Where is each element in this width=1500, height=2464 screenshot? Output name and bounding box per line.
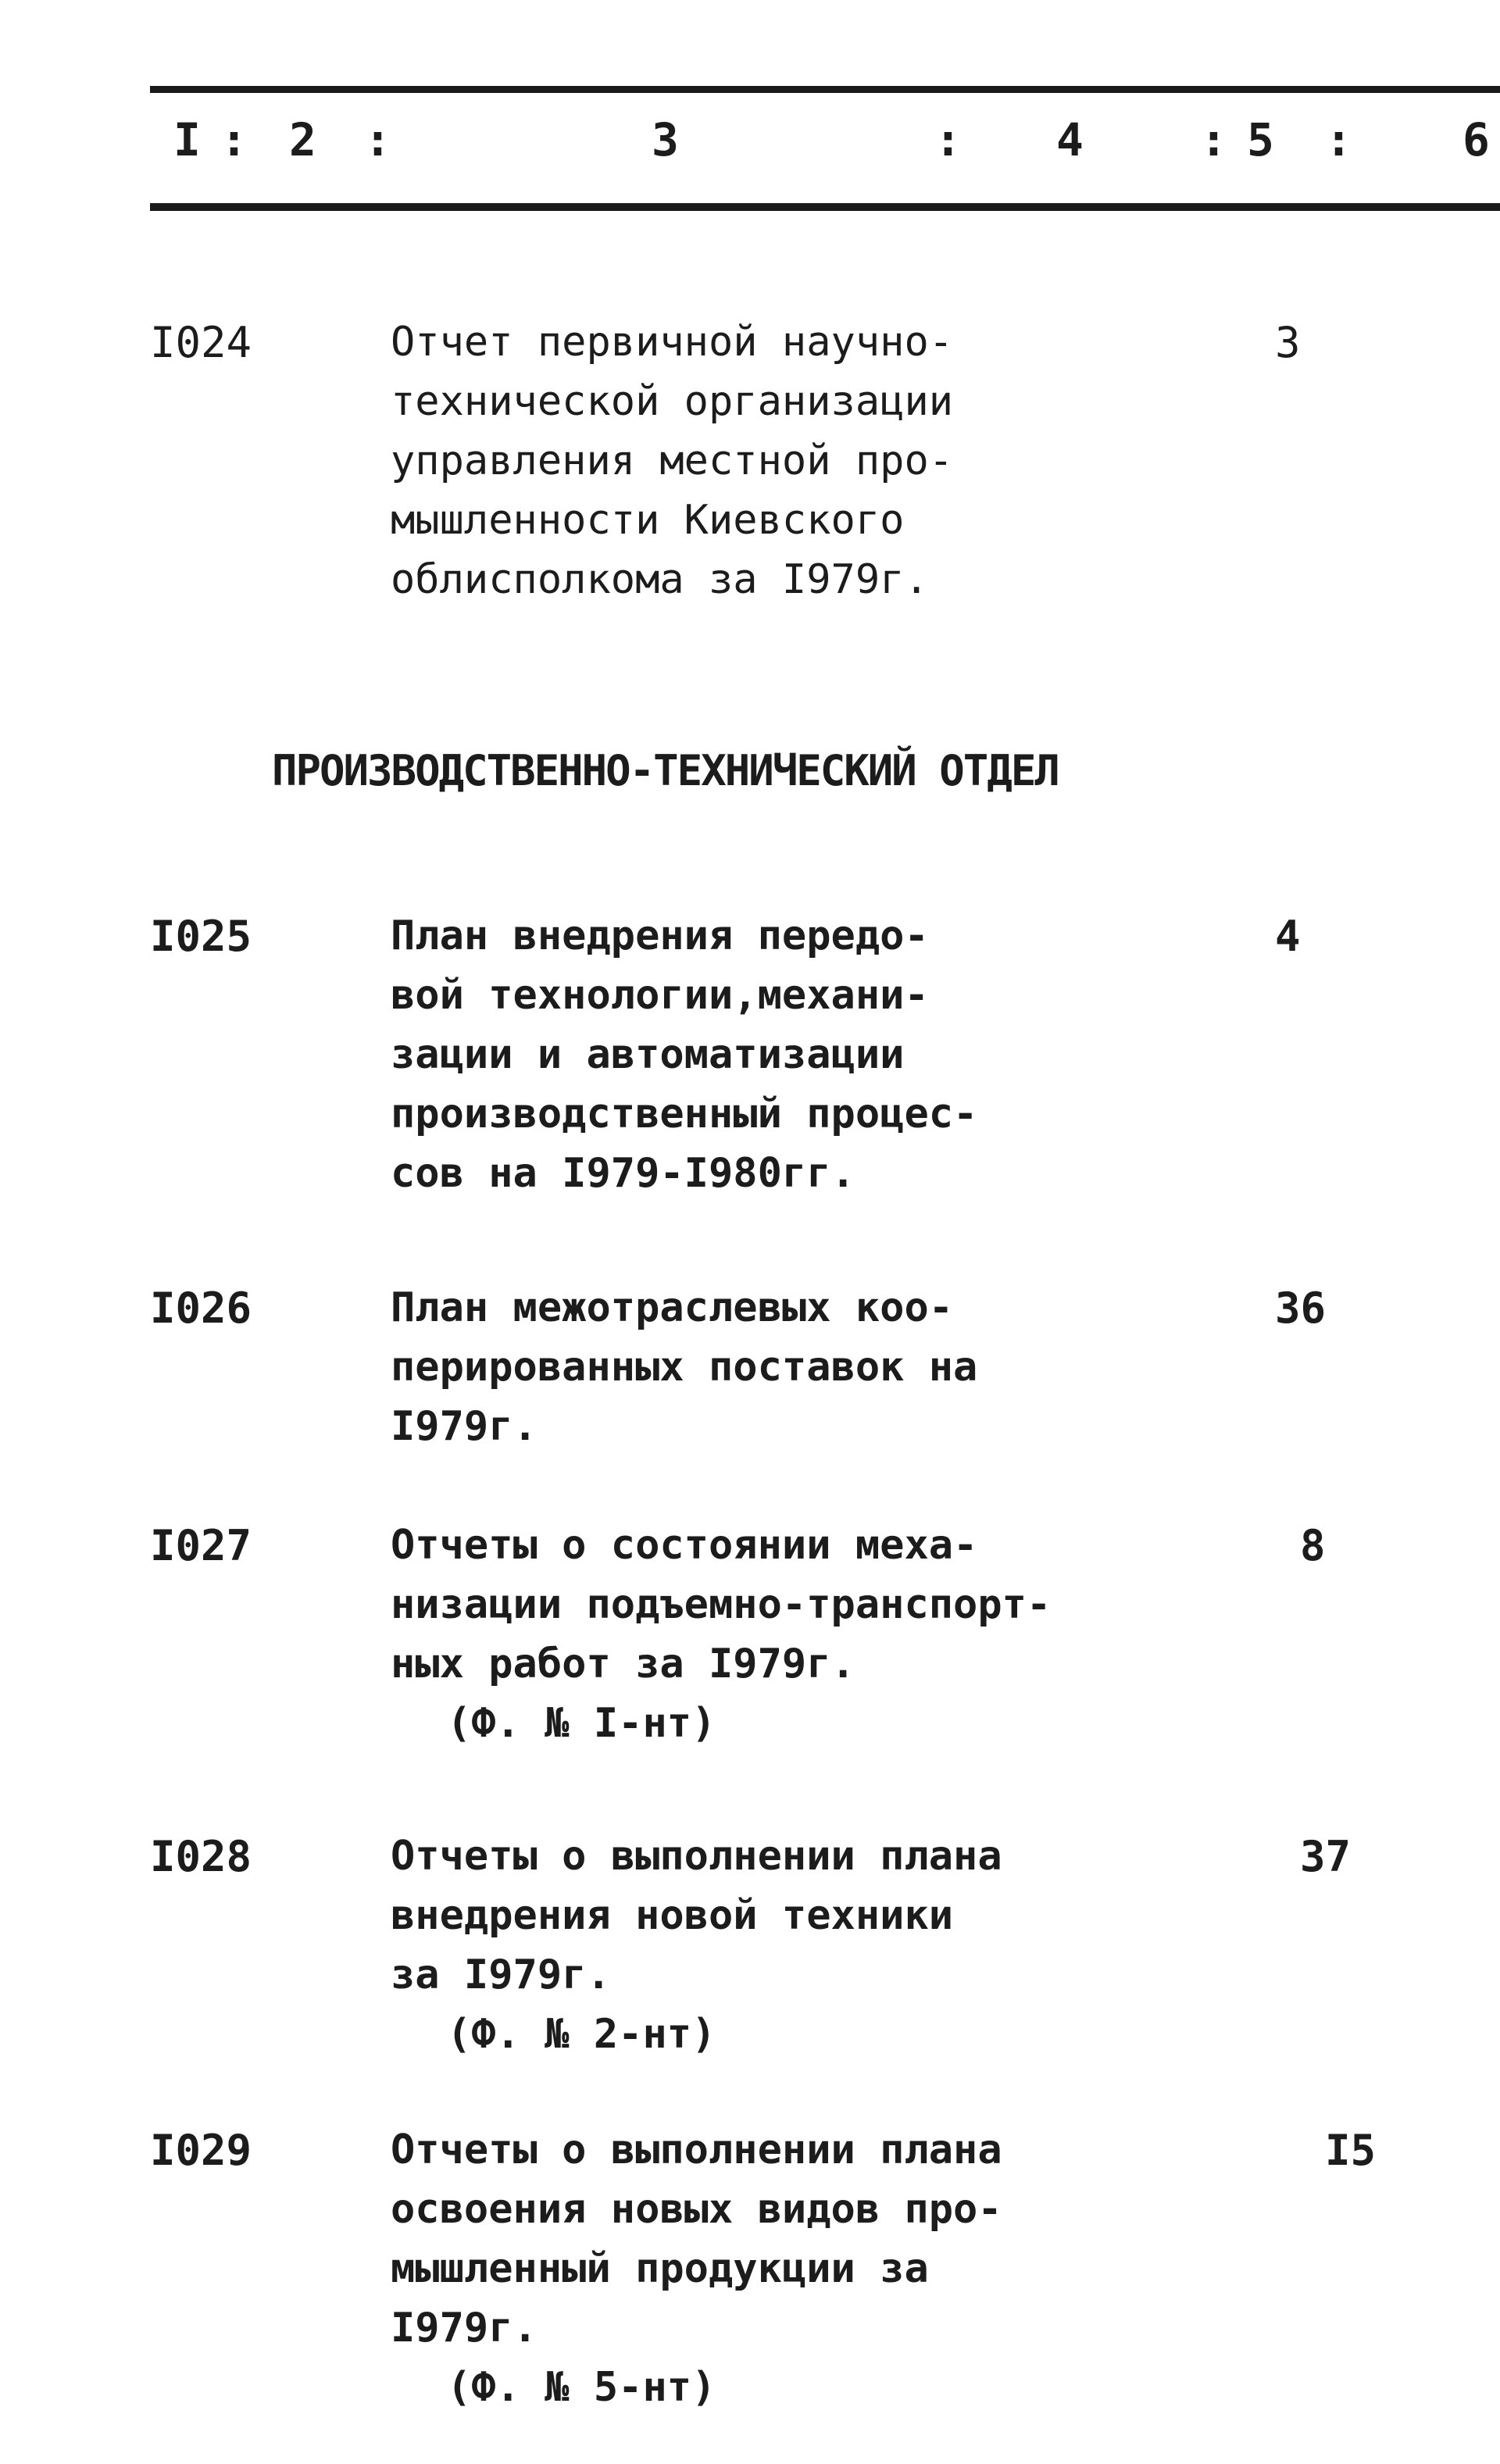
- column-header-2: 2: [289, 113, 316, 166]
- form-reference: (Ф. № 5-нт): [447, 2364, 716, 2411]
- description-line: зации и автоматизации: [391, 1031, 905, 1078]
- description-line: облисполкома за I979г.: [391, 556, 929, 603]
- description-line: вой технологии,механи-: [391, 972, 929, 1019]
- sheet-count: 4: [1275, 912, 1301, 961]
- sheet-count: 8: [1300, 1521, 1326, 1570]
- column-header-5: 5: [1247, 113, 1274, 166]
- item-description: [391, 2120, 1078, 2417]
- item-number: I028: [150, 1832, 252, 1881]
- description-line: освоения новых видов про-: [391, 2186, 1002, 2233]
- description-line: перированных поставок на: [391, 1344, 978, 1391]
- sheet-count: I5: [1325, 2126, 1377, 2175]
- column-separator: :: [220, 113, 248, 166]
- section-heading: ПРОИЗВОДСТВЕННО-ТЕХНИЧЕСКИЙ ОТДЕЛ: [272, 746, 1059, 795]
- sheet-count: 36: [1275, 1284, 1327, 1333]
- item-number: I029: [150, 2126, 252, 2175]
- column-separator: :: [364, 113, 391, 166]
- description-line: Отчеты о состоянии меха-: [391, 1522, 978, 1569]
- column-separator: :: [1325, 113, 1352, 166]
- item-description: [391, 906, 1078, 1203]
- description-line: мышленности Киевского: [391, 497, 905, 544]
- description-line: ных работ за I979г.: [391, 1641, 855, 1687]
- description-line: технической организации: [391, 378, 954, 425]
- column-separator: :: [1200, 113, 1227, 166]
- item-description: [391, 1516, 1078, 1753]
- item-number: I024: [150, 318, 252, 367]
- sheet-count: 3: [1275, 318, 1301, 367]
- column-header-6: 6: [1462, 113, 1490, 166]
- description-line: План внедрения передо-: [391, 912, 929, 959]
- column-header-3: 3: [652, 113, 679, 166]
- item-number: I027: [150, 1521, 252, 1570]
- item-number: I026: [150, 1284, 252, 1333]
- item-description: [391, 1827, 1078, 2064]
- form-reference: (Ф. № I-нт): [447, 1700, 716, 1747]
- description-line: мышленный продукции за: [391, 2245, 929, 2292]
- item-description: [391, 1278, 1078, 1456]
- description-line: внедрения новой техники: [391, 1892, 954, 1939]
- item-description: [391, 312, 1078, 609]
- column-header-4: 4: [1056, 113, 1084, 166]
- header-top-rule: [150, 86, 1500, 93]
- description-line: сов на I979-I980гг.: [391, 1150, 855, 1197]
- description-line: низации подъемно-транспорт-: [391, 1581, 1052, 1628]
- description-line: производственный процес-: [391, 1091, 978, 1137]
- column-separator: :: [934, 113, 962, 166]
- description-line: I979г.: [391, 1403, 538, 1450]
- description-line: I979г.: [391, 2305, 538, 2352]
- form-reference: (Ф. № 2-нт): [447, 2011, 716, 2058]
- description-line: Отчет первичной научно-: [391, 319, 954, 366]
- header-bottom-rule: [150, 203, 1500, 211]
- description-line: Отчеты о выполнении плана: [391, 2127, 1002, 2173]
- column-header-1: I: [173, 113, 201, 166]
- description-line: План межотраслевых коо-: [391, 1284, 954, 1331]
- sheet-count: 37: [1300, 1832, 1352, 1881]
- description-line: управления местной про-: [391, 437, 954, 484]
- description-line: за I979г.: [391, 1952, 611, 1998]
- description-line: Отчеты о выполнении плана: [391, 1833, 1002, 1880]
- item-number: I025: [150, 912, 252, 961]
